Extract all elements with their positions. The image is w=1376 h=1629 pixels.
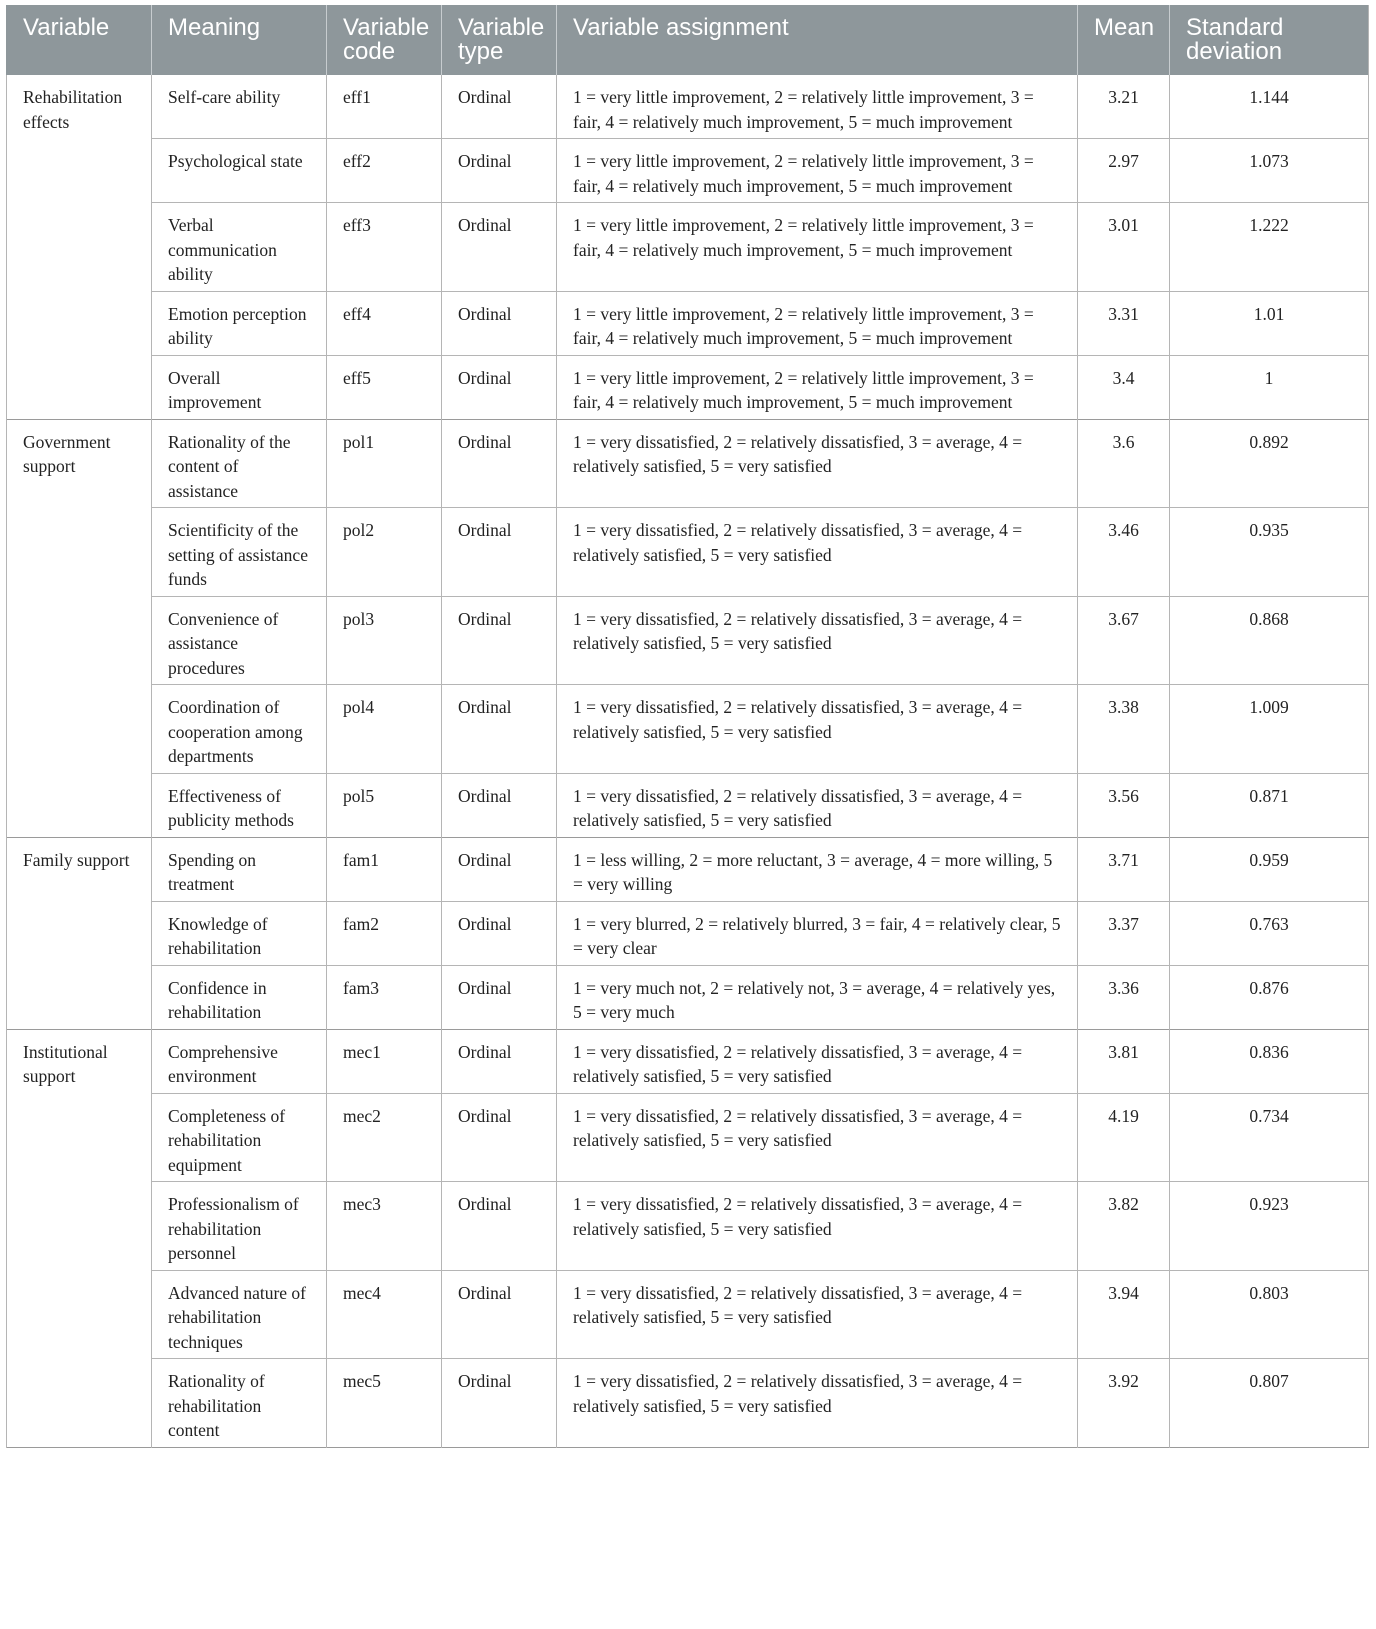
table-row: [7, 901, 1369, 965]
variable-code-cell: fam3: [327, 965, 442, 1029]
table-row: [7, 1093, 1369, 1182]
variable-group-cell: Government support: [7, 419, 152, 837]
meaning-cell: Scientificity of the setting of assistance funds: [152, 508, 327, 597]
table-row: [7, 291, 1369, 355]
meaning-cell: Psychological state: [152, 139, 327, 203]
standard-deviation-cell: 0.871: [1170, 773, 1369, 837]
meaning-cell: Convenience of assistance procedures: [152, 596, 327, 685]
mean-cell: 3.67: [1078, 596, 1170, 685]
table-row: [7, 1029, 1369, 1093]
table-body: [7, 75, 1369, 1447]
mean-cell: 3.46: [1078, 508, 1170, 597]
variable-assignment-cell: 1 = very dissatisfied, 2 = relatively dissatisfied, 3 = average, 4 = relatively satisfied, 5 = very satisfied: [557, 596, 1078, 685]
table-row: [7, 596, 1369, 685]
mean-cell: 3.6: [1078, 419, 1170, 508]
meaning-cell: Coordination of cooperation among departments: [152, 685, 327, 774]
meaning-cell: Comprehensive environment: [152, 1029, 327, 1093]
variables-table: [6, 5, 1369, 1448]
variable-type-cell: Ordinal: [442, 837, 557, 901]
variable-code-cell: mec3: [327, 1182, 442, 1271]
header-variable-assignment: Variable assignment: [557, 5, 1078, 75]
variable-code-cell: pol4: [327, 685, 442, 774]
mean-cell: 3.94: [1078, 1270, 1170, 1359]
variable-code-cell: pol2: [327, 508, 442, 597]
variable-type-cell: Ordinal: [442, 139, 557, 203]
variable-code-cell: pol3: [327, 596, 442, 685]
table-row: [7, 75, 1369, 139]
meaning-cell: Professionalism of rehabilitation personnel: [152, 1182, 327, 1271]
variable-assignment-cell: 1 = very dissatisfied, 2 = relatively dissatisfied, 3 = average, 4 = relatively satisfied, 5 = very satisfied: [557, 685, 1078, 774]
table-row: [7, 1182, 1369, 1271]
table-row: [7, 965, 1369, 1029]
variable-type-cell: Ordinal: [442, 419, 557, 508]
table-row: [7, 685, 1369, 774]
standard-deviation-cell: 1.01: [1170, 291, 1369, 355]
variable-code-cell: pol1: [327, 419, 442, 508]
standard-deviation-cell: 1.144: [1170, 75, 1369, 139]
mean-cell: 3.56: [1078, 773, 1170, 837]
standard-deviation-cell: 1.073: [1170, 139, 1369, 203]
meaning-cell: Effectiveness of publicity methods: [152, 773, 327, 837]
table-row: [7, 773, 1369, 837]
variable-type-cell: Ordinal: [442, 1182, 557, 1271]
meaning-cell: Emotion perception ability: [152, 291, 327, 355]
standard-deviation-cell: 0.959: [1170, 837, 1369, 901]
variable-type-cell: Ordinal: [442, 75, 557, 139]
table-row: [7, 508, 1369, 597]
variable-assignment-cell: 1 = very dissatisfied, 2 = relatively dissatisfied, 3 = average, 4 = relatively satisfied, 5 = very satisfied: [557, 1093, 1078, 1182]
variable-group-cell: Institutional support: [7, 1029, 152, 1447]
mean-cell: 3.71: [1078, 837, 1170, 901]
mean-cell: 3.01: [1078, 203, 1170, 292]
standard-deviation-cell: 0.807: [1170, 1359, 1369, 1448]
variable-code-cell: fam2: [327, 901, 442, 965]
variable-assignment-cell: 1 = very blurred, 2 = relatively blurred, 3 = fair, 4 = relatively clear, 5 = very clear: [557, 901, 1078, 965]
variable-assignment-cell: 1 = very dissatisfied, 2 = relatively dissatisfied, 3 = average, 4 = relatively satisfied, 5 = very satisfied: [557, 1270, 1078, 1359]
variable-code-cell: eff5: [327, 355, 442, 419]
variable-code-cell: eff2: [327, 139, 442, 203]
mean-cell: 3.31: [1078, 291, 1170, 355]
mean-cell: 3.21: [1078, 75, 1170, 139]
mean-cell: 3.36: [1078, 965, 1170, 1029]
variable-type-cell: Ordinal: [442, 773, 557, 837]
mean-cell: 4.19: [1078, 1093, 1170, 1182]
variable-type-cell: Ordinal: [442, 901, 557, 965]
variable-type-cell: Ordinal: [442, 1029, 557, 1093]
variable-assignment-cell: 1 = very little improvement, 2 = relatively little improvement, 3 = fair, 4 = relatively much improvement, 5 = much improvement: [557, 139, 1078, 203]
variable-type-cell: Ordinal: [442, 291, 557, 355]
variable-group-cell: Rehabilitation effects: [7, 75, 152, 419]
variable-assignment-cell: 1 = very dissatisfied, 2 = relatively dissatisfied, 3 = average, 4 = relatively satisfied, 5 = very satisfied: [557, 419, 1078, 508]
variable-assignment-cell: 1 = very dissatisfied, 2 = relatively dissatisfied, 3 = average, 4 = relatively satisfied, 5 = very satisfied: [557, 1029, 1078, 1093]
table-row: [7, 139, 1369, 203]
meaning-cell: Completeness of rehabilitation equipment: [152, 1093, 327, 1182]
variable-type-cell: Ordinal: [442, 1359, 557, 1448]
header-meaning: Meaning: [152, 5, 327, 75]
standard-deviation-cell: 0.836: [1170, 1029, 1369, 1093]
standard-deviation-cell: 1: [1170, 355, 1369, 419]
meaning-cell: Rationality of the content of assistance: [152, 419, 327, 508]
meaning-cell: Spending on treatment: [152, 837, 327, 901]
header-row: [7, 5, 1369, 75]
header-variable-type: Variable type: [442, 5, 557, 75]
standard-deviation-cell: 1.222: [1170, 203, 1369, 292]
variable-assignment-cell: 1 = less willing, 2 = more reluctant, 3 = average, 4 = more willing, 5 = very willing: [557, 837, 1078, 901]
variable-group-cell: Family support: [7, 837, 152, 1029]
table-row: [7, 1359, 1369, 1448]
meaning-cell: Rationality of rehabilitation content: [152, 1359, 327, 1448]
variable-assignment-cell: 1 = very dissatisfied, 2 = relatively dissatisfied, 3 = average, 4 = relatively satisfied, 5 = very satisfied: [557, 1359, 1078, 1448]
standard-deviation-cell: 0.803: [1170, 1270, 1369, 1359]
standard-deviation-cell: 1.009: [1170, 685, 1369, 774]
meaning-cell: Verbal communication ability: [152, 203, 327, 292]
table-row: [7, 1270, 1369, 1359]
header-variable: Variable: [7, 5, 152, 75]
mean-cell: 3.81: [1078, 1029, 1170, 1093]
variable-type-cell: Ordinal: [442, 355, 557, 419]
header-mean: Mean: [1078, 5, 1170, 75]
standard-deviation-cell: 0.923: [1170, 1182, 1369, 1271]
header-variable-code: Variable code: [327, 5, 442, 75]
mean-cell: 3.4: [1078, 355, 1170, 419]
mean-cell: 2.97: [1078, 139, 1170, 203]
variable-type-cell: Ordinal: [442, 203, 557, 292]
standard-deviation-cell: 0.763: [1170, 901, 1369, 965]
variable-code-cell: mec1: [327, 1029, 442, 1093]
table-row: [7, 419, 1369, 508]
variable-code-cell: mec4: [327, 1270, 442, 1359]
variable-assignment-cell: 1 = very little improvement, 2 = relatively little improvement, 3 = fair, 4 = relatively much improvement, 5 = much improvement: [557, 203, 1078, 292]
variable-code-cell: fam1: [327, 837, 442, 901]
meaning-cell: Knowledge of rehabilitation: [152, 901, 327, 965]
variable-assignment-cell: 1 = very dissatisfied, 2 = relatively dissatisfied, 3 = average, 4 = relatively satisfied, 5 = very satisfied: [557, 508, 1078, 597]
mean-cell: 3.92: [1078, 1359, 1170, 1448]
meaning-cell: Confidence in rehabilitation: [152, 965, 327, 1029]
meaning-cell: Advanced nature of rehabilitation techniques: [152, 1270, 327, 1359]
variable-type-cell: Ordinal: [442, 685, 557, 774]
variable-code-cell: mec5: [327, 1359, 442, 1448]
variable-type-cell: Ordinal: [442, 508, 557, 597]
mean-cell: 3.37: [1078, 901, 1170, 965]
variable-assignment-cell: 1 = very little improvement, 2 = relatively little improvement, 3 = fair, 4 = relatively much improvement, 5 = much improvement: [557, 75, 1078, 139]
mean-cell: 3.82: [1078, 1182, 1170, 1271]
table-row: [7, 355, 1369, 419]
standard-deviation-cell: 0.734: [1170, 1093, 1369, 1182]
standard-deviation-cell: 0.892: [1170, 419, 1369, 508]
variable-code-cell: eff3: [327, 203, 442, 292]
standard-deviation-cell: 0.935: [1170, 508, 1369, 597]
variable-code-cell: mec2: [327, 1093, 442, 1182]
variable-type-cell: Ordinal: [442, 965, 557, 1029]
header-standard-deviation: Standard deviation: [1170, 5, 1369, 75]
variable-type-cell: Ordinal: [442, 596, 557, 685]
meaning-cell: Self-care ability: [152, 75, 327, 139]
variable-assignment-cell: 1 = very dissatisfied, 2 = relatively dissatisfied, 3 = average, 4 = relatively satisfied, 5 = very satisfied: [557, 1182, 1078, 1271]
table-row: [7, 837, 1369, 901]
variable-assignment-cell: 1 = very much not, 2 = relatively not, 3 = average, 4 = relatively yes, 5 = very much: [557, 965, 1078, 1029]
variable-code-cell: eff1: [327, 75, 442, 139]
variable-type-cell: Ordinal: [442, 1270, 557, 1359]
meaning-cell: Overall improvement: [152, 355, 327, 419]
standard-deviation-cell: 0.868: [1170, 596, 1369, 685]
variable-assignment-cell: 1 = very little improvement, 2 = relatively little improvement, 3 = fair, 4 = relatively much improvement, 5 = much improvement: [557, 355, 1078, 419]
mean-cell: 3.38: [1078, 685, 1170, 774]
table-row: [7, 203, 1369, 292]
variable-assignment-cell: 1 = very little improvement, 2 = relatively little improvement, 3 = fair, 4 = relatively much improvement, 5 = much improvement: [557, 291, 1078, 355]
standard-deviation-cell: 0.876: [1170, 965, 1369, 1029]
variable-code-cell: pol5: [327, 773, 442, 837]
variable-type-cell: Ordinal: [442, 1093, 557, 1182]
variable-assignment-cell: 1 = very dissatisfied, 2 = relatively dissatisfied, 3 = average, 4 = relatively satisfied, 5 = very satisfied: [557, 773, 1078, 837]
variable-code-cell: eff4: [327, 291, 442, 355]
